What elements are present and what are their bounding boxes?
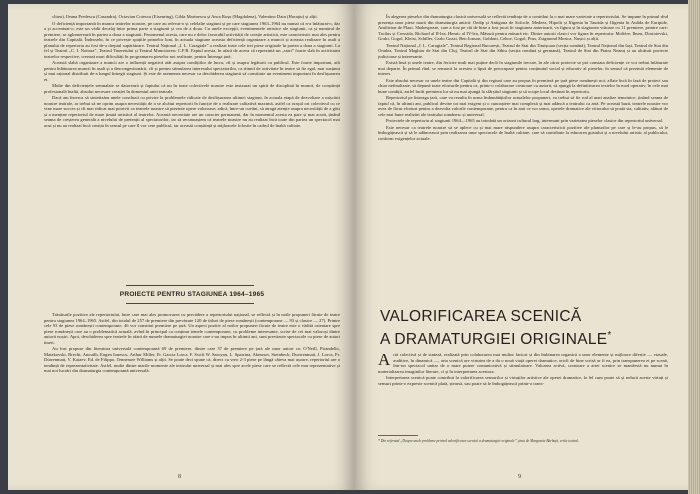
article-title-line-2-text: A DRAMATURGIEI ORIGINALE — [380, 331, 608, 349]
scan-frame-bottom — [0, 490, 700, 494]
paragraph: Această slabă organizare a muncii are o influență negativă atât asupra condițiilor de lucru, cît și asupra legăturii cu publicul. Este foarte important, atît pentru înlăturarea muncii în asalt și a descongestionării, cît și pentru stimularea interesului spectatorilor, ca ritmul de activitate în teatre să fie egal, mai susținut și mai rațional distribuit de-a lungul întregii stagiuni. Și este de asemenea necesar ca deschiderea stagiunii să constituie un eveniment important în desfășurarea ei. — [44, 60, 340, 82]
section-heading: PROIECTE PENTRU STAGIUNEA 1964–1965 — [119, 291, 265, 298]
paragraph: Repertoriul pe întreaga țară, care va rezulta în urma îmbunătățirilor actualelor propuneri, va trebui să fie rod al unei analize temeinice, ținând seama de faptul că, în ultimii ani, publicul devine tot mai exigent și o cunoaștere mai complexă și mai adâncă a teatrului ca artă. Pe această bază, teatrele noastre vor avea de făcut eforturi pentru a dezvolta valorile contemporane, pentru ca în anii ce vor urma, operele dramatice ale viitorului să poată sta, calitativ, alături de cele mai bune realizări ale teatrului românesc și universal. — [378, 95, 668, 117]
footnote: * Din referatul „Despre unele probleme privind valorificarea scenică a dramaturgiei originale”, ținut de Margareta Bărbuță, critic teatral. — [378, 439, 579, 443]
paragraph: Teatrul Național „I. L. Caragiale”, Teatrul Regional București, Teatrul de Stat din Timișoara (secția română), Teatrul Național din Iași, Teatrul de Stat din Oradea, Teatrul Maghiar de Stat din Cluj, Teatrul de Stat din Sibiu (secția română și germană), Teatrul de Stat din Piatra Neamț și au alcătuit proiecte judicioase și interesante. — [378, 42, 668, 59]
footnote-marker: * — [607, 330, 612, 341]
article-title-line-2 — [380, 326, 612, 349]
right-page — [354, 4, 688, 490]
right-body-top — [378, 14, 668, 141]
paragraph: Multe din deficiențele semnalate se datorează și faptului că nu în toate colectivele noastre este instaurat un spirit de disciplină în muncă, de conștiință profesională înaltă, absolut necesare creației în domeniul artei teatrale. — [44, 83, 340, 94]
page-edges — [688, 0, 700, 494]
heading-rule-top — [126, 285, 254, 286]
paragraph: În alegerea pieselor din dramaturgia clasică universală se reflectă tendința de a contribui la o mai mare varietate a repertoriului. Se impune în primul rînd prezența unor piese marii din dramaturgia antică: Oedip și Antigona de Sofocle, Medeea, Hipolit și Ifigenia în Taurida și Ifigenia în Aulida de Euripide, Amfitrion de Plaut. Shakespeare, care a fost pe cât de bine a fost jucat în stagiunea anterioară, va figura și în stagiunea viitoare cu 11 premiere, printre care: Troilus și Cressida, Richard al II-lea, Henric al IV-lea, Măsură pentru măsură etc. Dintre autorii clasici vor figura în repertoriu: Molière, Ibsen, Dostoievski, Gorki, Gogol, Kleist, Schiller, Carlo Gozzi, Ben Jonson, Goldoni, Cehov, Gogol, Prus, Zsigmond Moricz, Nușici și alții. — [378, 14, 668, 41]
footnote-rule — [378, 435, 418, 436]
paragraph: Este necesar ca teatrele noastre să se aplece cu și mai mare răspundere asupra caracteristicii pozitive ale planurilor pe care și le-au propus, să le îmbogățească și să le adâncească prin realizarea unor spectacole de înaltă calitate, care să contribuie la educarea gustului și a nivelului artistic al publicului, conform exigențelor actuale. — [378, 124, 668, 141]
paragraph: Au fost propuse din literatura universală contemporană 69 de premiere, dintre care 37 de premiere pe țară ale unor autori ca: O'Neill, Pirandello, Maiakovski, Brecht, Anouilh, Eugen Ionescu, Arthur Miller, Fr. Garcia Lorca, F. Swift W. Saroyan, L. Sparrina, Akeunov, Steinbeck, Duerrenmatt, J. Lorca, Fr. Dürrenmatt, V. Kataev, Ed. de Filippo, Tennessee Williams și alții. Se poate deci spune că, direct cu vreo 2-3 piese pe lângă câteva mai ușoare, repertoriul are o tendință de reprezentativitate. Astfel, multe dintre marile momente ale teatrului universal și mai ales spre acele piese care se reflectă cele mai reprezentative și mai noi lucrări din dramaturgia contemporană universală. — [44, 346, 340, 373]
dropcap: A — [378, 350, 391, 369]
article-title — [380, 307, 612, 349]
left-body-top — [44, 14, 340, 128]
page-number: 9 — [518, 474, 521, 480]
left-page — [8, 4, 354, 490]
paragraph: Este absolut necesar ca unele teatre din Capitală și din regiuni care au propus în premieră pe țară piese românești noi, aflate încă în fază de proiect sau chiar nefinalizate, să depună toate eforturile pentru ca, printr-o colaborare creatoare cu autorii, să ajungă la definitivarea textelor în mod operativ, în cele mai bune condiții, astfel încât premiera lor să nu mai ajungă la sfârșitul stagiunii și să ocupe locul destinat în repertoriu. — [378, 77, 668, 94]
paragraph: Există însă și unele teatre, din fericire mult mai puține decît în stagiunile trecute, în ale căror proiecte se pot constata deficiențe ce vor trebui înlăturate mai departe. În primul rînd, se remarcă la acestea o lipsă de preocupare pentru conținutul social și educativ al pieselor, în sensul că prezintă elemente de interes. — [378, 60, 668, 76]
paragraph: Interpretarea scenică poate contribui la valorificarea sensurilor și virtuților artistice ale operei dramatice, la fel cum poate să și reducă aceste virtuți și sensuri printr-o expresie scenică plată, ștearsă, sau poate să le îmbogățească printr-o trans- — [378, 375, 668, 386]
paragraph: Proiectele de repertoriu al stagiunii 1964—1965 au totodată un orizont cultural larg, interesant prin varietatea pieselor clasice din repertoriul universal. — [386, 118, 664, 123]
page-number: 8 — [178, 474, 181, 480]
paragraph: cliteu), Ileana Predescu (Casandra), Octavian Cotescu (Eisenring), Gilda Marinescu și Anca Roșu (Magdalena), Valentino Dain (Horațiu) și alții. — [52, 14, 318, 19]
scan-frame-left — [0, 0, 8, 494]
heading-rule-bottom — [126, 303, 254, 304]
left-body-bottom — [44, 312, 340, 374]
paragraph-with-dropcap — [378, 352, 668, 374]
article-body — [378, 352, 668, 386]
paragraph: Trăsăturile pozitive ale repertoriului, între care mai ales promovarea cu precădere a repertoriului național, se reflectă și în noile propuneri făcute de teatre pentru stagiunea 1964–1965. Astfel, din totalul de 257 de premiere din prevăzute 120 de titluri de piese românești (contemporane — 93 și clasice — 27). Printre cele 93 de piese românești contemporane, 46 vor constitui premiere pe țară. Un aspect pozitiv al noilor propuneri făcute de teatre este o vădită orientare spre piese românești care au o problematică actuală, avînd în principal ca conținut temele contemporane, cu probleme interesante, scrise de cei mai valoroși dintre autorii noștri. Apoi, deschiderea spre teatrele în afară de numele dramaturgiei noastre care s-au impus în ultimii ani, sunt prevăzute spectacole cu piese de autori tineri. — [44, 312, 340, 345]
paragraph-text: rtă colectivă și de sinteză, realizată prin colaborarea mai multor factori și din îmbinarea organică a unor elemente și mijloace diferite — vizuale, auditive, în dinamică —, arta scenică are virtutea de a da o nouă viață operei dramatice, oricît de bine scrisă ar fi ea, prin transpunerea ei pe scenă, într-un spectacol unitar de o mare putere comunicativă și stimulatoare. Valoarea activă, creatoare a artei scenice se manifestă nu numai în materializarea imaginilor literare, ci și în interpretarea acestora. — [378, 352, 668, 374]
paragraph: O deficiență importantă în munca teatrelor noastre, pe care au relevat-o și celelalte stagiuni și pe care stagiunea 1963–1964 nu numai că n-a înlăturat-o, dar a și accentuat-o, este un vădit decalaj între prima parte a stagiunii și cea de a doua. Cu unele excepții, evenimentele artistice ale stagiunii, ca și numărul de premiere, se aglomerează în partea a doua a stagiunii. Fenomenul acesta, care nu e deloc favorabil activității de creație artistică, este caracteristic mai ales pentru teatrele din Capitală. Îndeosebi, în ce privește spațiile primelor luni, în actuala stagiune aceasta deficiență organizare a muncii și aceasta realizare în asalt a planului de repertoriu au fost de-a dreptul supărătoare. Teatrul Național „I. L. Caragiale” a realizat toate cele trei piese originale în partea a doua a stagiunii. La fel și Teatrul „C. I. Nottara”, Teatrul Tineretului și Teatrul Muncitoresc C.F.R. Faptul acesta, în afară de aceea că reprezintă un „start” foarte slab în activitatea teatrelor respective, creează mari dificultăți în programarea pieselor noi realizate, pentru Întreaga țară. — [44, 20, 340, 59]
article-title-line-1: VALORIFICAREA SCENICĂ — [380, 308, 582, 325]
paragraph: Dacă am încerca să sintetizăm unele concluzii cu privire la problemele ridicate de desfășurarea ultimei stagiuni, în actuala etapă de dezvoltare a mișcării noastre teatrale, ar trebui să ne oprim asupra necesității de a se alcătui repertorii în funcție de o realizare calitativă maximă, astfel ca orașul ori colectivul cu ce vine mare succes și cît mai ridicat mai potrivit ca teatrele noastre să prezinte opere valoroase; adică, între-un cuvânt, să atragă atenție asupra necesității de a găsi și a menține repertoriul de mare ținută artistică al teatrelor. Această necesitate are un caracter permanent, dar în momentul acesta ea pare și mai acută, ținând seama de creșterea generală a nivelului de pretenții al spectatorilor, iar să recunoaștem că teatrele noastre nu au realizat încă toate din partea un spectacol mai acut și nu au realizat încă creația în sensul pe care îl vor cere publicul, iar această conștiință și mijloacele folosite în cadrul de înaltă calitate. — [44, 95, 340, 128]
